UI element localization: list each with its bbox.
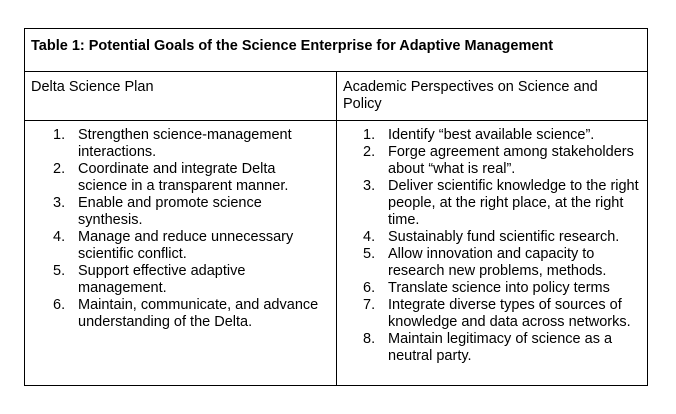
item-text: Forge agreement among stakeholders about “what is real”. [388, 144, 634, 177]
list-item [363, 246, 643, 280]
item-text: Enable and promote science synthesis. [78, 195, 262, 228]
item-number: 1. [53, 127, 66, 143]
academic-perspectives-list [363, 127, 643, 365]
list-item [363, 144, 643, 178]
item-text: Coordinate and integrate Delta science in a transparent manner. [78, 161, 289, 194]
column-divider [336, 72, 337, 385]
item-number: 4. [363, 229, 376, 245]
list-item [53, 195, 323, 229]
list-item [363, 297, 643, 331]
item-text: Integrate diverse types of sources of knowledge and data across networks. [388, 297, 631, 330]
delta-science-plan-list [53, 127, 323, 331]
item-text: Maintain legitimacy of science as a neutral party. [388, 331, 613, 364]
item-text: Support effective adaptive management. [78, 263, 246, 296]
item-number: 6. [53, 297, 66, 313]
list-item [53, 127, 323, 161]
table-title: Table 1: Potential Goals of the Science Enterprise for Adaptive Management [31, 38, 554, 54]
item-text: Strengthen science-management interactions. [78, 127, 292, 160]
item-number: 2. [363, 144, 376, 160]
list-item [53, 263, 323, 297]
item-number: 7. [363, 297, 376, 313]
item-number: 5. [363, 246, 376, 262]
list-item [363, 229, 643, 246]
item-number: 3. [53, 195, 66, 211]
item-text: Allow innovation and capacity to research new problems, methods. [388, 246, 607, 279]
item-text: Identify “best available science”. [388, 127, 595, 143]
item-text: Maintain, communicate, and advance understanding of the Delta. [78, 297, 319, 330]
list-item [363, 178, 643, 229]
column-heading-delta-science-plan: Delta Science Plan [31, 79, 154, 95]
column-heading-academic-perspectives: Academic Perspectives on Science and Policy [343, 79, 598, 112]
list-item [53, 297, 323, 331]
item-text: Manage and reduce unnecessary scientific conflict. [78, 229, 294, 262]
item-number: 1. [363, 127, 376, 143]
item-text: Deliver scientific knowledge to the right people, at the right place, at the right time. [388, 178, 639, 228]
item-number: 6. [363, 280, 376, 296]
item-number: 8. [363, 331, 376, 347]
table-title-row [25, 29, 647, 72]
item-number: 3. [363, 178, 376, 194]
list-item [363, 280, 643, 297]
list-item [363, 127, 643, 144]
goals-table [24, 28, 648, 386]
item-text: Translate science into policy terms [388, 280, 610, 296]
list-item [363, 331, 643, 365]
item-number: 5. [53, 263, 66, 279]
item-number: 4. [53, 229, 66, 245]
list-item [53, 229, 323, 263]
list-item [53, 161, 323, 195]
item-text: Sustainably fund scientific research. [388, 229, 620, 245]
item-number: 2. [53, 161, 66, 177]
